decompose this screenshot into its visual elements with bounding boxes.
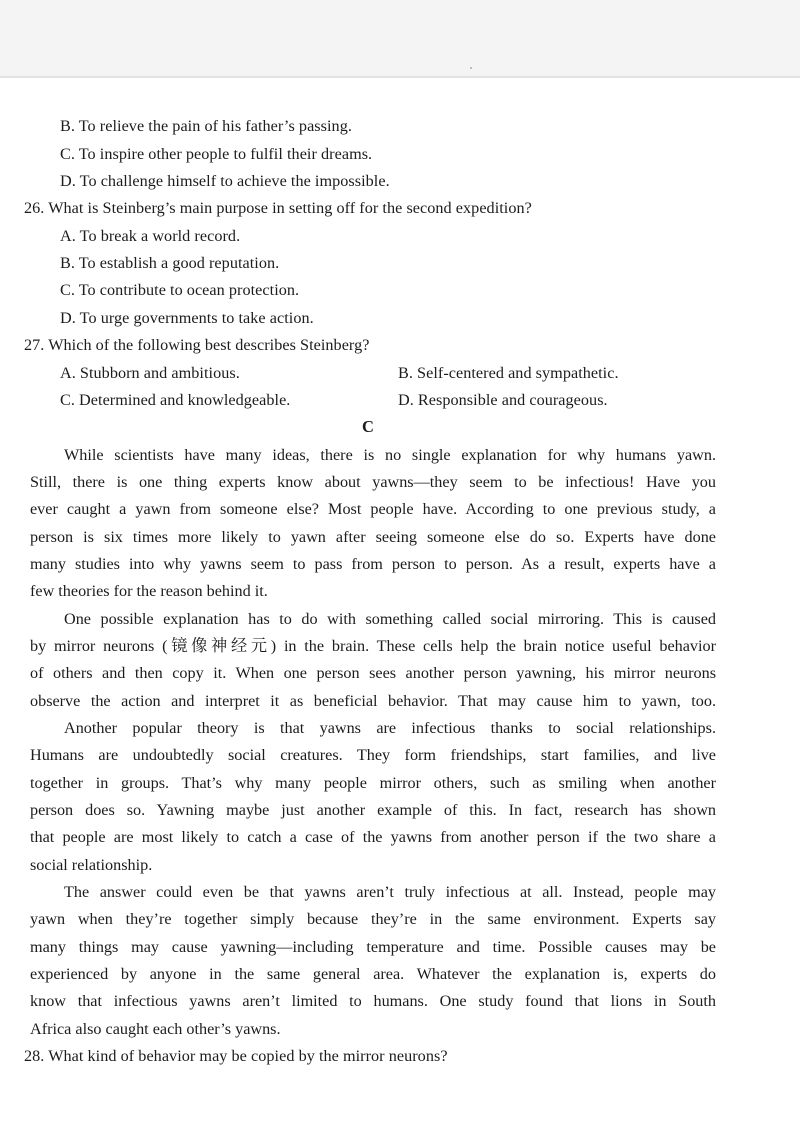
paragraph-4-line: Africa also caught each other’s yawns. bbox=[30, 1020, 281, 1038]
paragraph-3-line: Humans are undoubtedly social creatures. They form friendships, start families, and live bbox=[30, 746, 716, 764]
q26-option-b: B. To establish a good reputation. bbox=[60, 254, 280, 272]
paragraph-2-line: One possible explanation has to do with something called social mirroring. This is caused bbox=[64, 610, 716, 628]
paragraph-3-line: together in groups. That’s why many people mirror others, such as smiling when another bbox=[30, 774, 716, 792]
top-margin bbox=[0, 0, 800, 76]
section-heading-c: C bbox=[362, 417, 374, 436]
paragraph-2-line: by mirror neurons (镜像神经元) in the brain. These cells help the brain notice useful behavior bbox=[30, 637, 716, 655]
q27-option-c: C. Determined and knowledgeable. bbox=[60, 391, 291, 409]
paragraph-4-line: yawn when they’re together simply because they’re in the same environment. Experts say bbox=[30, 910, 716, 928]
q25-option-b: B. To relieve the pain of his father’s passing. bbox=[60, 117, 352, 135]
paragraph-3-line: person does so. Yawning maybe just another example of this. In fact, research has shown bbox=[30, 801, 716, 819]
paragraph-3-line: that people are most likely to catch a case of the yawns from another person if the two share a bbox=[30, 828, 716, 846]
paragraph-1-line: Still, there is one thing experts know about yawns—they seem to be infectious! Have you bbox=[30, 473, 716, 491]
q25-option-c: C. To inspire other people to fulfil their dreams. bbox=[60, 145, 373, 163]
scan-speck bbox=[470, 67, 472, 69]
paragraph-1-line: many studies into why yawns seem to pass from person to person. As a result, experts have a bbox=[30, 555, 716, 573]
q26-option-d: D. To urge governments to take action. bbox=[60, 309, 314, 327]
question-28-stem: 28. What kind of behavior may be copied by the mirror neurons? bbox=[24, 1047, 448, 1065]
paragraph-1-line: few theories for the reason behind it. bbox=[30, 582, 268, 600]
paragraph-1-line: While scientists have many ideas, there is no single explanation for why humans yawn. bbox=[64, 446, 716, 464]
question-26-stem: 26. What is Steinberg’s main purpose in setting off for the second expedition? bbox=[24, 199, 532, 217]
q25-option-d: D. To challenge himself to achieve the impossible. bbox=[60, 172, 390, 190]
paragraph-1-line: person is six times more likely to yawn after seeing someone else do so. Experts have done bbox=[30, 528, 716, 546]
q27-option-d: D. Responsible and courageous. bbox=[398, 391, 608, 409]
paragraph-2-line: of others and then copy it. When one person sees another person yawning, his mirror neurons bbox=[30, 664, 716, 682]
q27-option-a: A. Stubborn and ambitious. bbox=[60, 364, 240, 382]
paragraph-4-line: many things may cause yawning—including temperature and time. Possible causes may be bbox=[30, 938, 716, 956]
paragraph-4-line: know that infectious yawns aren’t limited to humans. One study found that lions in South bbox=[30, 992, 716, 1010]
q26-option-a: A. To break a world record. bbox=[60, 227, 241, 245]
q26-option-c: C. To contribute to ocean protection. bbox=[60, 281, 300, 299]
question-27-stem: 27. Which of the following best describes Steinberg? bbox=[24, 336, 370, 354]
paragraph-3-line: Another popular theory is that yawns are infectious thanks to social relationships. bbox=[64, 719, 716, 737]
exam-page bbox=[0, 78, 800, 1132]
q27-option-b: B. Self-centered and sympathetic. bbox=[398, 364, 619, 382]
paragraph-1-line: ever caught a yawn from someone else? Most people have. According to one previous study, a bbox=[30, 500, 716, 518]
paragraph-4-line: experienced by anyone in the same general area. Whatever the explanation is, experts do bbox=[30, 965, 716, 983]
paragraph-2-line: observe the action and interpret it as beneficial behavior. That may cause him to yawn, too. bbox=[30, 692, 716, 710]
paragraph-4-line: The answer could even be that yawns aren’t truly infectious at all. Instead, people may bbox=[64, 883, 716, 901]
paragraph-3-line: social relationship. bbox=[30, 856, 153, 874]
